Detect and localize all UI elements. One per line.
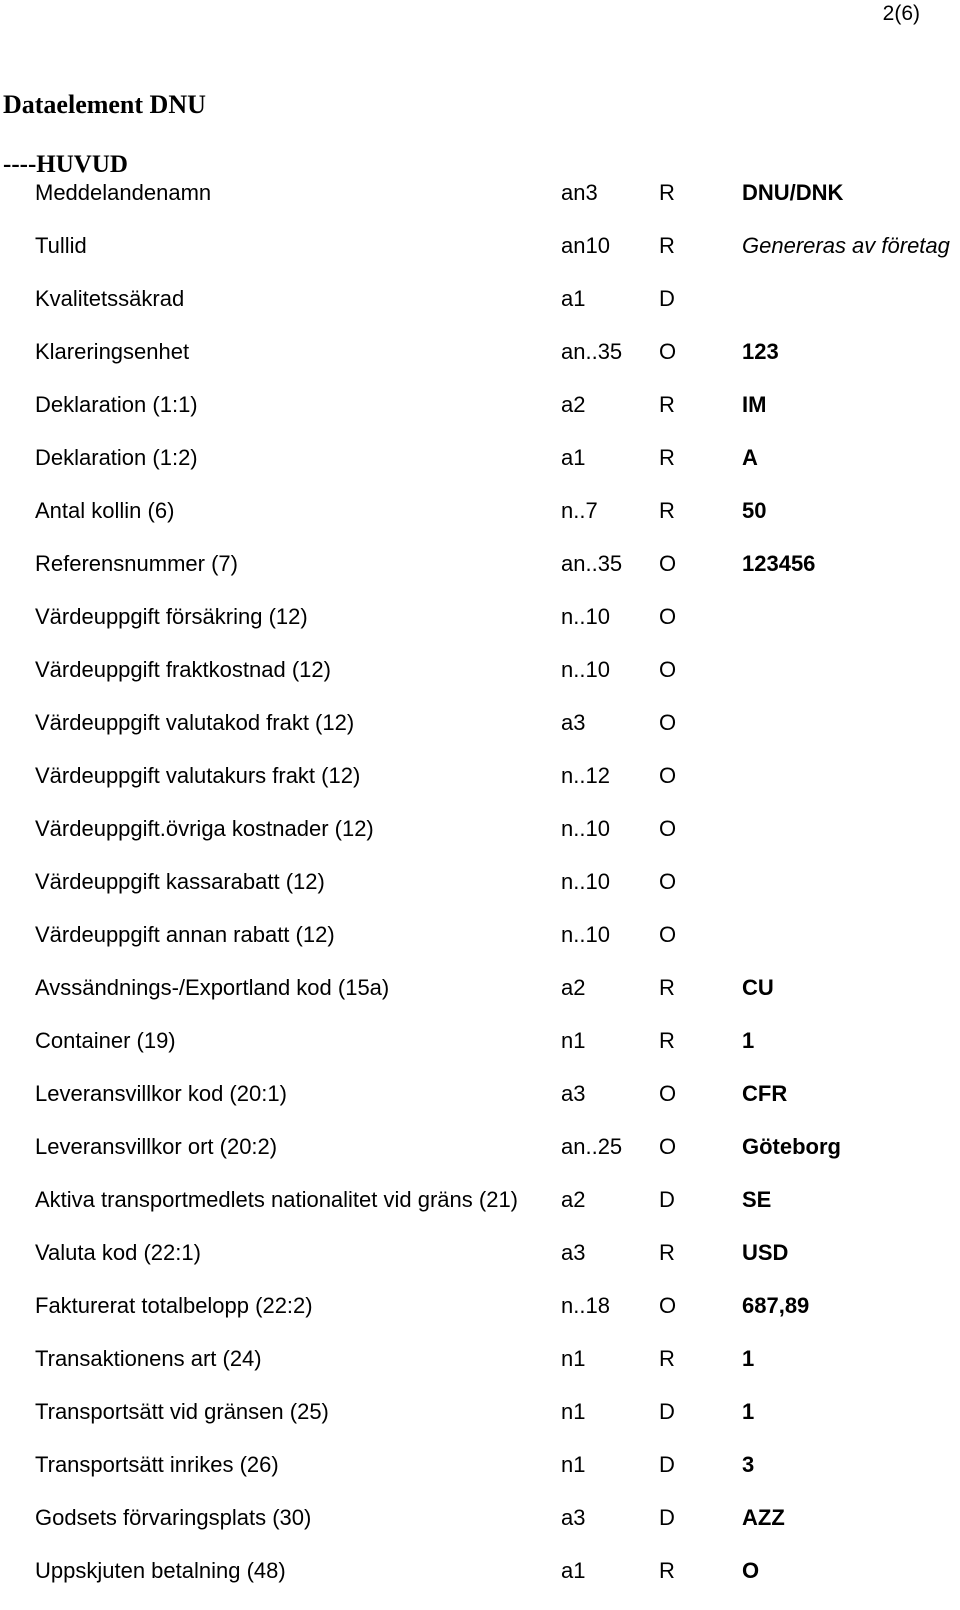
element-name: Leveransvillkor kod (20:1) [35,1081,287,1106]
element-requirement: O [659,710,677,735]
element-name: Transaktionens art (24) [35,1346,262,1371]
data-element-row [0,762,960,815]
data-element-row [0,444,960,497]
element-name: Transportsätt vid gränsen (25) [35,1399,329,1424]
element-example-value: Göteborg [742,1134,841,1159]
element-requirement: R [659,392,675,417]
element-format: n1 [561,1028,586,1053]
data-element-row [0,815,960,868]
element-name: Leveransvillkor ort (20:2) [35,1134,278,1159]
data-element-row [0,1186,960,1239]
element-requirement: O [659,657,677,682]
section-title: ----HUVUD [3,151,128,178]
element-requirement: O [659,604,677,629]
element-example-value: SE [742,1187,772,1212]
element-requirement: R [659,1346,675,1371]
element-format: a2 [561,975,586,1000]
data-element-list [0,179,960,1610]
element-requirement: D [659,1505,675,1530]
element-format: a3 [561,710,586,735]
element-format: n..10 [561,869,610,894]
data-element-row [0,1292,960,1345]
element-requirement: O [659,339,677,364]
element-format: n..10 [561,922,610,947]
element-requirement: R [659,445,675,470]
element-requirement: D [659,286,675,311]
element-example-value: 1 [742,1346,755,1371]
element-name: Fakturerat totalbelopp (22:2) [35,1293,313,1318]
element-requirement: O [659,763,677,788]
element-format: a3 [561,1505,586,1530]
element-format: an..25 [561,1134,623,1159]
data-element-row [0,550,960,603]
data-element-row [0,974,960,1027]
data-element-row [0,391,960,444]
data-element-row [0,709,960,762]
element-name: Referensnummer (7) [35,551,238,576]
data-element-row [0,1133,960,1186]
element-name: Aktiva transportmedlets nationalitet vid gräns (21) [35,1187,519,1212]
element-name: Tullid [35,233,87,258]
data-element-row [0,656,960,709]
element-format: n..10 [561,604,610,629]
element-requirement: R [659,1240,675,1265]
element-name: Godsets förvaringsplats (30) [35,1505,312,1530]
element-format: n..7 [561,498,598,523]
element-format: a2 [561,392,586,417]
element-format: a3 [561,1240,586,1265]
element-format: a1 [561,1558,586,1583]
element-requirement: R [659,498,675,523]
element-format: n..12 [561,763,610,788]
element-format: an10 [561,233,610,258]
page-number: 2(6) [882,2,920,25]
element-format: n..18 [561,1293,610,1318]
element-example-value: 123456 [742,551,816,576]
element-name: Värdeuppgift annan rabatt (12) [35,922,335,947]
element-requirement: O [659,922,677,947]
element-name: Värdeuppgift.övriga kostnader (12) [35,816,374,841]
element-name: Avssändnings-/Exportland kod (15a) [35,975,390,1000]
element-requirement: O [659,1081,677,1106]
data-element-row [0,1027,960,1080]
data-element-row [0,179,960,232]
element-requirement: D [659,1187,675,1212]
data-element-row [0,1451,960,1504]
element-name: Deklaration (1:1) [35,392,198,417]
element-name: Meddelandenamn [35,180,212,205]
element-format: n..10 [561,657,610,682]
element-example-value: 1 [742,1028,755,1053]
element-example-value: USD [742,1240,789,1265]
element-name: Valuta kod (22:1) [35,1240,201,1265]
data-element-row [0,868,960,921]
element-name: Antal kollin (6) [35,498,175,523]
element-requirement: O [659,816,677,841]
data-element-row [0,1398,960,1451]
element-name: Värdeuppgift försäkring (12) [35,604,308,629]
element-format: an3 [561,180,598,205]
element-name: Klareringsenhet [35,339,190,364]
element-format: an..35 [561,551,623,576]
element-name: Värdeuppgift kassarabatt (12) [35,869,325,894]
element-name: Deklaration (1:2) [35,445,198,470]
data-element-row [0,921,960,974]
element-example-value: Genereras av företag [742,233,950,258]
data-element-row [0,1080,960,1133]
element-format: a2 [561,1187,586,1212]
element-example-value: O [742,1558,760,1583]
element-requirement: O [659,1134,677,1159]
data-element-row [0,232,960,285]
element-example-value: IM [742,392,767,417]
data-element-row [0,1504,960,1557]
element-requirement: R [659,180,675,205]
element-format: a3 [561,1081,586,1106]
element-name: Container (19) [35,1028,176,1053]
element-format: a1 [561,286,586,311]
element-example-value: AZZ [742,1505,785,1530]
element-requirement: R [659,1028,675,1053]
element-example-value: 123 [742,339,779,364]
element-name: Uppskjuten betalning (48) [35,1558,286,1583]
element-name: Transportsätt inrikes (26) [35,1452,279,1477]
element-example-value: 1 [742,1399,755,1424]
element-requirement: R [659,233,675,258]
data-element-row [0,1557,960,1610]
element-example-value: 50 [742,498,767,523]
element-requirement: O [659,551,677,576]
element-name: Kvalitetssäkrad [35,286,185,311]
data-element-row [0,603,960,656]
element-name: Värdeuppgift valutakod frakt (12) [35,710,355,735]
element-requirement: R [659,975,675,1000]
data-element-row [0,338,960,391]
element-requirement: D [659,1399,675,1424]
element-example-value: CFR [742,1081,788,1106]
element-format: n..10 [561,816,610,841]
element-format: a1 [561,445,586,470]
element-requirement: R [659,1558,675,1583]
document-title: Dataelement DNU [3,90,206,119]
data-element-row [0,1239,960,1292]
element-example-value: DNU/DNK [742,180,844,205]
element-name: Värdeuppgift valutakurs frakt (12) [35,763,361,788]
element-requirement: O [659,1293,677,1318]
element-example-value: CU [742,975,774,1000]
element-requirement: D [659,1452,675,1477]
element-example-value: A [742,445,758,470]
element-format: n1 [561,1452,586,1477]
data-element-row [0,1345,960,1398]
element-example-value: 687,89 [742,1293,810,1318]
element-format: n1 [561,1399,586,1424]
data-element-row [0,285,960,338]
element-requirement: O [659,869,677,894]
element-format: an..35 [561,339,623,364]
data-element-row [0,497,960,550]
element-name: Värdeuppgift fraktkostnad (12) [35,657,331,682]
element-example-value: 3 [742,1452,755,1477]
element-format: n1 [561,1346,586,1371]
